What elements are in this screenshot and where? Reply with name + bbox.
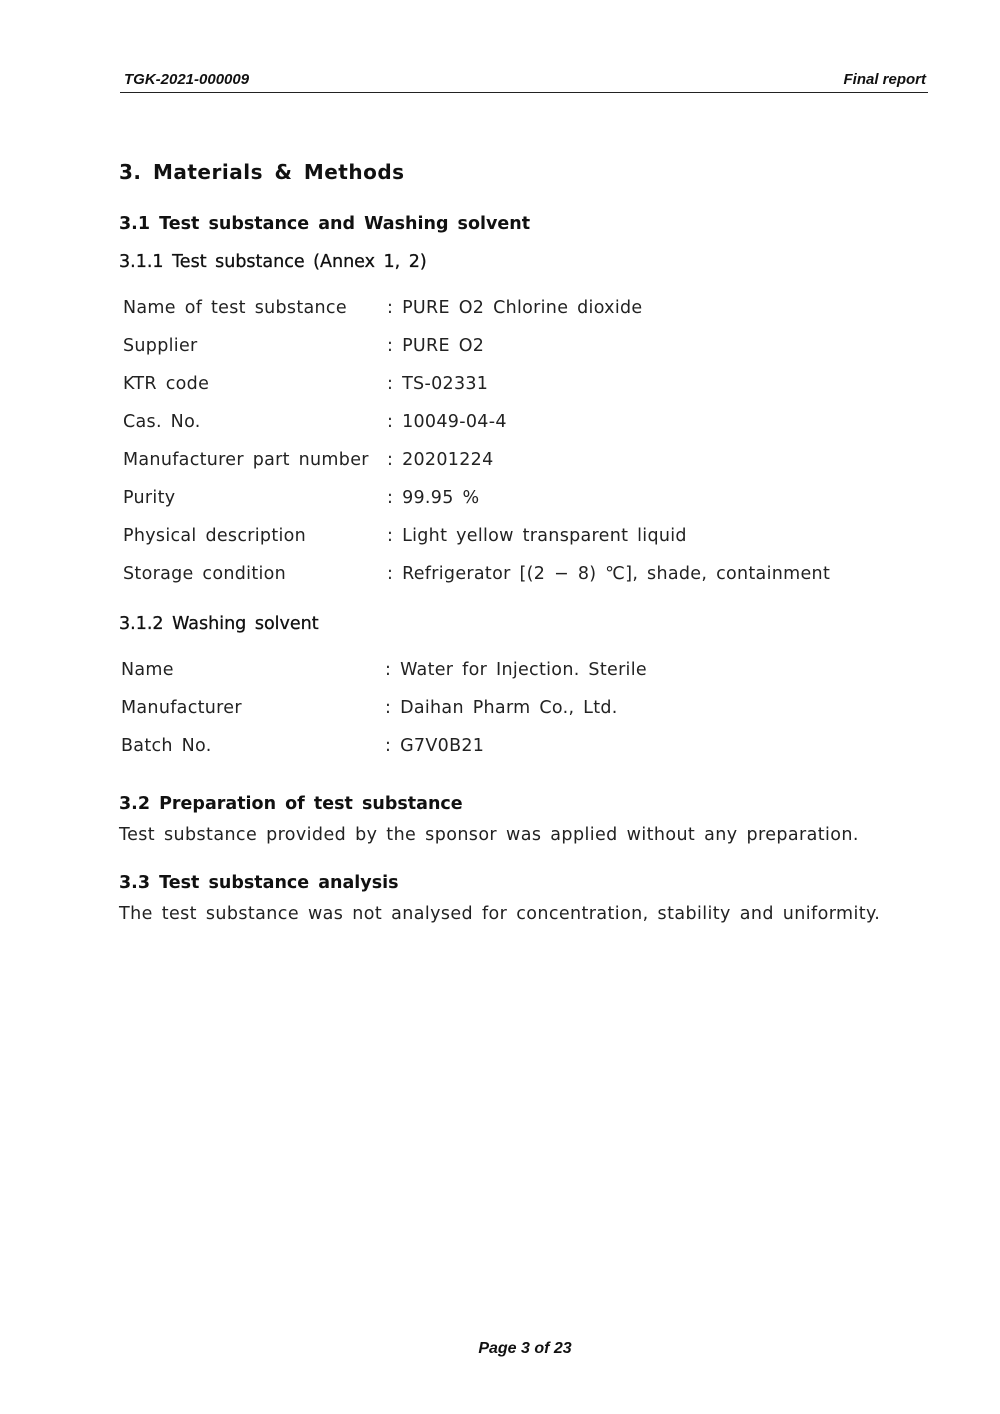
page-number: Page 3 of 23 — [478, 1340, 572, 1357]
row-label: Storage condition — [123, 564, 287, 584]
row-label: Supplier — [123, 336, 198, 356]
row-value: : TS-02331 — [387, 373, 488, 395]
preparation-paragraph: Test substance provided by the sponsor was applied without any preparation. — [119, 825, 859, 845]
analysis-paragraph: The test substance was not analysed for concentration, stability and uniformity. — [119, 904, 881, 924]
subsection-title-3-1: 3.1 Test substance and Washing solvent — [119, 214, 531, 234]
row-value: : 10049-04-4 — [387, 411, 507, 433]
row-label: Purity — [123, 488, 176, 508]
subsection-title-3-2: 3.2 Preparation of test substance — [119, 794, 463, 814]
report-id: TGK-2021-000009 — [124, 71, 250, 88]
row-value: : 99.95 % — [387, 487, 479, 509]
row-label: Name of test substance — [123, 298, 347, 318]
page-header — [120, 70, 928, 93]
report-type: Final report — [843, 71, 926, 88]
row-label: Manufacturer — [121, 698, 242, 718]
row-value: : PURE O2 — [387, 335, 484, 357]
row-label: Batch No. — [121, 736, 212, 756]
row-label: Physical description — [123, 526, 307, 546]
row-label: KTR code — [123, 374, 210, 394]
row-value: : Light yellow transparent liquid — [387, 525, 687, 547]
row-label: Manufacturer part number — [123, 450, 369, 470]
subsection-title-3-3: 3.3 Test substance analysis — [119, 873, 399, 893]
row-label: Name — [121, 660, 174, 680]
row-value: : G7V0B21 — [385, 735, 484, 757]
row-value: : Refrigerator [(2 − 8) ℃], shade, containment — [387, 563, 830, 585]
subsection-title-3-1-1: 3.1.1 Test substance (Annex 1, 2) — [119, 252, 427, 272]
row-value: : 20201224 — [387, 449, 494, 471]
row-value: : Daihan Pharm Co., Ltd. — [385, 697, 618, 719]
row-value: : Water for Injection. Sterile — [385, 659, 647, 681]
section-title: 3. Materials & Methods — [119, 160, 405, 184]
row-value: : PURE O2 Chlorine dioxide — [387, 297, 642, 319]
row-label: Cas. No. — [123, 412, 201, 432]
subsection-title-3-1-2: 3.1.2 Washing solvent — [119, 614, 319, 634]
